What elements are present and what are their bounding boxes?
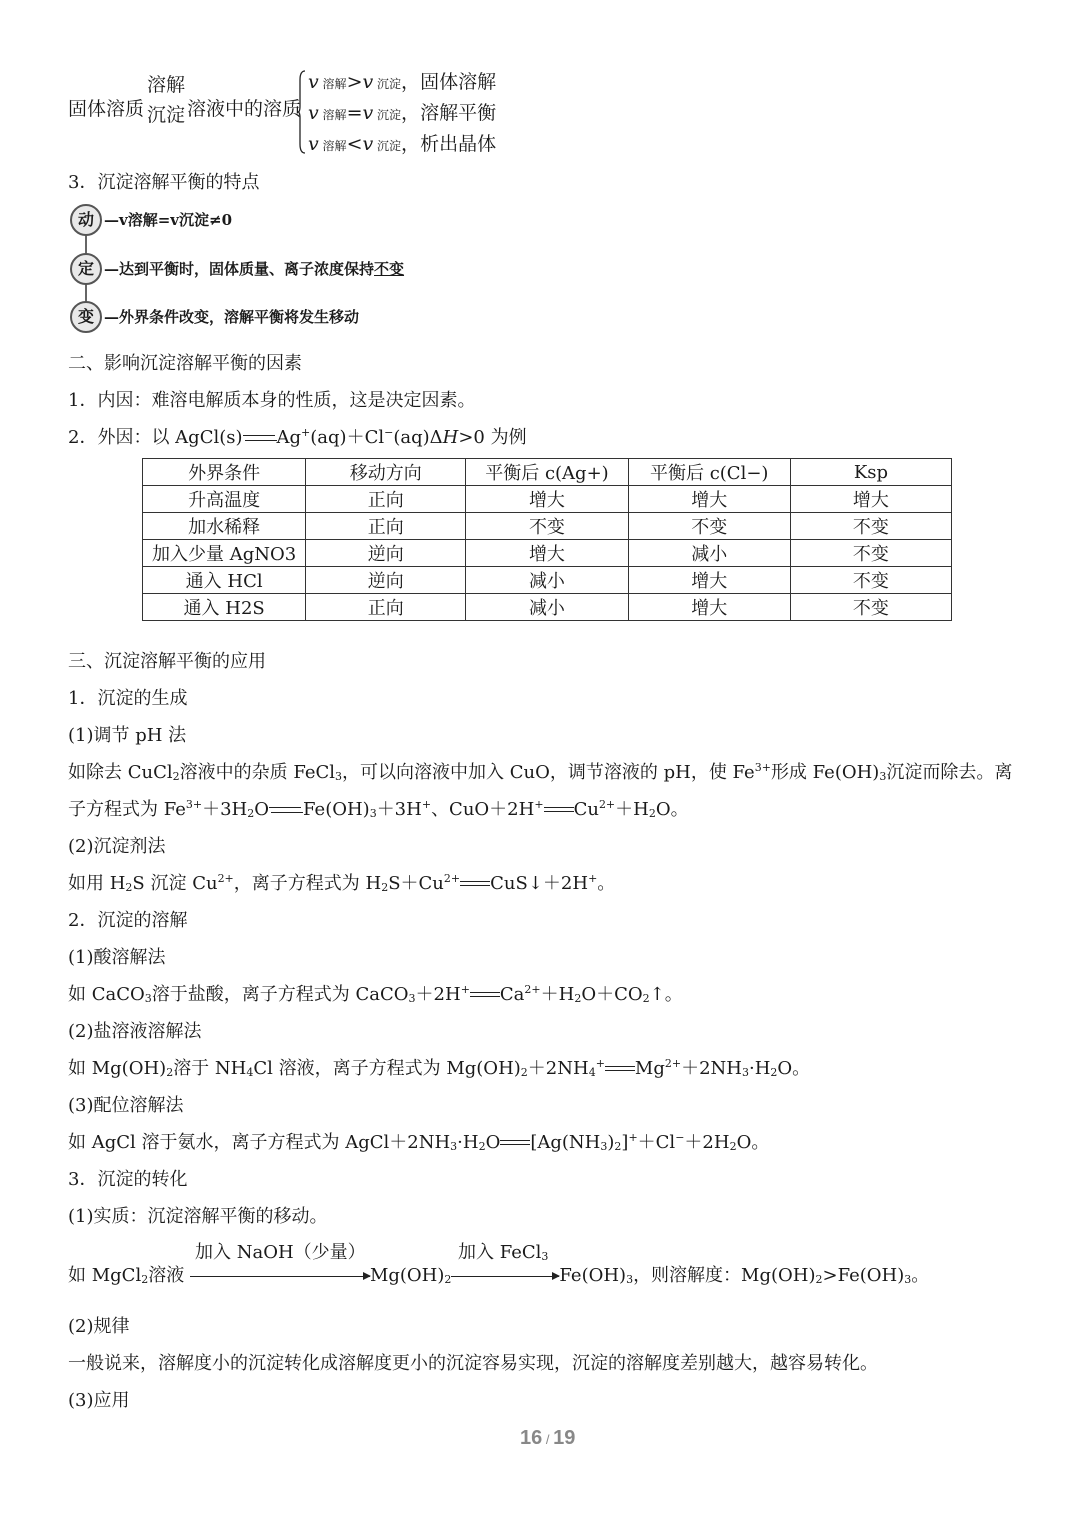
sub-heading-dissolution: 2．沉淀的溶解 [68,910,188,931]
dissolve-label: 溶解 [147,74,186,96]
table-cell: 加入少量 AgNO3 [143,540,306,567]
precipitant-example: 如用 $H_2S$ 沉淀 $Cu^{2+}$，离子方程式为 $H_2S+Cu^{2+}$ CuS↓＋2H+。 [68,872,616,894]
table-row [143,594,952,621]
table-header: 移动方向 [306,459,466,486]
case-dissolve: v 溶解>v 沉淀，固体溶解 [308,71,497,93]
factors-table [142,458,952,621]
feature-fixed-text: —达到平衡时，固体质量、离子浓度保持不变 [104,260,405,278]
table-cell: 正向 [306,513,466,540]
coordination-example: 如 AgCl 溶于氨水，离子方程式为 $AgCl+2NH_3\cdot H_2O$ $[Ag(NH_3)_2]^++Cl^-+2H_2O$。 [68,1131,770,1153]
table-row [143,540,952,567]
table-cell: 增大 [628,567,790,594]
method-precipitant: (2)沉淀剂法 [68,836,166,857]
table-cell: 增大 [466,540,628,567]
table-cell: 不变 [790,513,951,540]
conversion-essence: (1)实质：沉淀溶解平衡的移动。 [68,1206,328,1227]
page-indicator: 16 / 19 [520,1427,576,1449]
case-equilibrium: v 溶解=v 沉淀，溶解平衡 [308,102,497,124]
arrow-label-fecl3: 加入 FeCl$_3$ [458,1242,549,1263]
left-brace [298,70,306,154]
method-salt: (2)盐溶液溶解法 [68,1021,202,1042]
external-factor: 2．外因：以 AgCl(s) Ag+(aq)＋Cl−(aq)ΔH>0 为例 [68,426,527,448]
table-header: 平衡后 c(Cl−) [628,459,790,486]
solid-solute-label: 固体溶质 [68,98,145,120]
rule-text: 一般说来，溶解度小的沉淀转化成溶解度更小的沉淀容易实现，沉淀的溶解度差别越大，越容易转化。 [68,1353,878,1374]
table-cell: 减小 [628,540,790,567]
table-cell: 通入 HCl [143,567,306,594]
ph-example: 如除去 CuCl$_2$溶液中的杂质 FeCl$_3$，可以向溶液中加入 CuO，调节溶液的 pH，使 $Fe^{3+}$形成 $Fe(OH)_3$沉淀而除去。离 [68,761,1013,783]
table-row [143,486,952,513]
case-crystal: v 溶解<v 沉淀，析出晶体 [308,133,497,155]
feature-fixed-circle: 定 [70,253,102,285]
feature-change-text: —外界条件改变，溶解平衡将发生移动 [104,308,360,326]
table-cell: 减小 [466,567,628,594]
section-title-features: 3．沉淀溶解平衡的特点 [68,172,260,193]
table-cell: 增大 [466,486,628,513]
table-cell: 增大 [790,486,951,513]
conversion-example: 如 MgCl$_2$溶液 $Mg(OH)_2$ $Fe(OH)_3$，则溶解度：$Mg(OH)_2>Fe(OH)_3$。 [68,1265,930,1286]
table-cell: 正向 [306,486,466,513]
method-ph: (1)调节 pH 法 [68,725,187,746]
table-cell: 逆向 [306,567,466,594]
table-cell: 减小 [466,594,628,621]
solution-solute-label: 溶液中的溶质 [187,98,302,120]
table-cell: 升高温度 [143,486,306,513]
table-cell: 不变 [790,567,951,594]
table-header: Ksp [790,459,951,486]
arrow-label-naoh: 加入 NaOH（少量） [195,1242,366,1263]
heading-factors: 二、影响沉淀溶解平衡的因素 [68,353,302,374]
table-cell: 加水稀释 [143,513,306,540]
table-header: 外界条件 [143,459,306,486]
table-cell: 增大 [628,594,790,621]
acid-example: 如 CaCO$_3$溶于盐酸，离子方程式为 CaCO$_3$＋2H+ $Ca^{2+}+H_2O+CO_2↑$。 [68,983,683,1005]
feature-dynamic-text: —v溶解=v沉淀≠0 [104,211,233,229]
sub-heading-formation: 1．沉淀的生成 [68,688,188,709]
table-cell: 不变 [628,513,790,540]
page-total: 19 [553,1427,576,1449]
ph-example-equation: 子方程式为 $Fe^{3+}+3H_2O$ $Fe(OH)_3+3H^+$、CuO＋2H+ $Cu^{2+}+H_2O$。 [68,798,689,820]
salt-example: 如 $Mg(OH)_2$溶于 $NH_4Cl$ 溶液，离子方程式为 $Mg(OH)_2+2NH_4^+$ $Mg^{2+}+2NH_3\cdot H_2O$。 [68,1057,811,1079]
table-cell: 不变 [466,513,628,540]
table-cell: 正向 [306,594,466,621]
table-cell: 不变 [790,594,951,621]
sub-heading-conversion: 3．沉淀的转化 [68,1169,188,1190]
table-row [143,567,952,594]
table-cell: 逆向 [306,540,466,567]
table-cell: 通入 H2S [143,594,306,621]
rule-heading: (2)规律 [68,1316,130,1337]
application-heading: (3)应用 [68,1390,130,1411]
page-current: 16 [520,1427,543,1449]
table-header-row [143,459,952,486]
method-acid: (1)酸溶解法 [68,947,166,968]
internal-factor: 1．内因：难溶电解质本身的性质，这是决定因素。 [68,390,476,411]
precipitate-label: 沉淀 [147,104,186,126]
table-cell: 增大 [628,486,790,513]
table-row [143,513,952,540]
heading-applications: 三、沉淀溶解平衡的应用 [68,651,266,672]
feature-change-circle: 变 [70,301,102,333]
method-coordination: (3)配位溶解法 [68,1095,184,1116]
table-cell: 不变 [790,540,951,567]
feature-dynamic-circle: 动 [70,204,102,236]
table-header: 平衡后 c(Ag+) [466,459,628,486]
